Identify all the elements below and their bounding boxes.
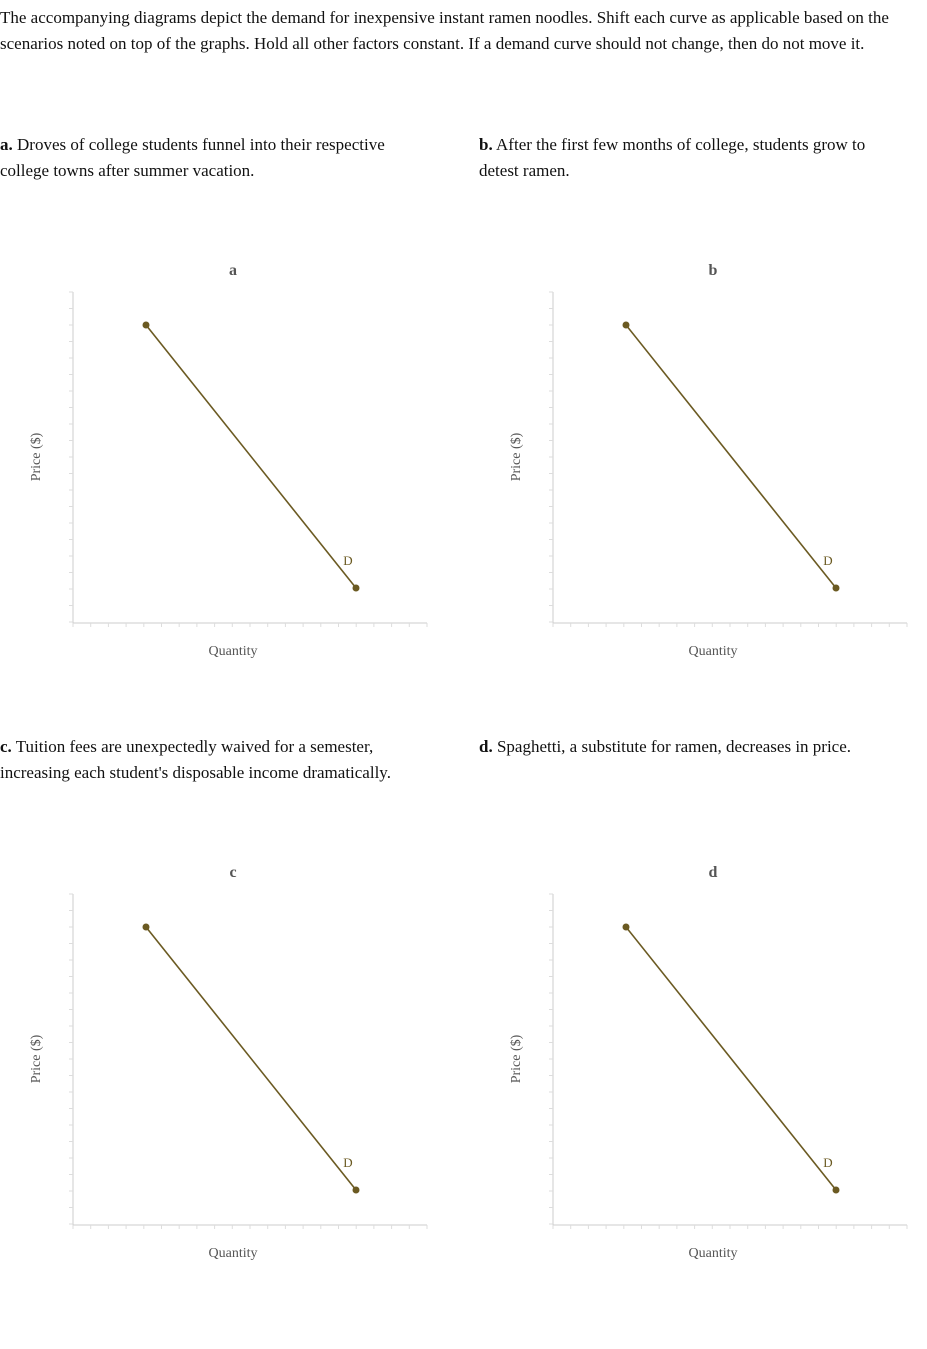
graph-title: b: [708, 262, 718, 279]
demand-curve-top-handle[interactable]: [623, 322, 630, 329]
graph-title: c: [229, 864, 237, 881]
y-axis-label: Price ($): [509, 432, 524, 482]
graph-svg: [20, 852, 460, 1272]
scenario-d-letter: d.: [479, 737, 493, 756]
scenario-b-text: After the first few months of college, students grow to detest ramen.: [479, 135, 866, 180]
y-axis-label: Price ($): [509, 1034, 524, 1084]
demand-curve[interactable]: [626, 927, 836, 1190]
demand-curve-label: D: [823, 1155, 833, 1170]
demand-curve-bottom-handle[interactable]: [833, 1187, 840, 1194]
graph-svg: [500, 852, 927, 1272]
graph-title: a: [229, 262, 237, 279]
y-axis-label: Price ($): [29, 432, 44, 482]
demand-curve-bottom-handle[interactable]: [833, 585, 840, 592]
graph-c: [20, 852, 460, 1272]
demand-curve[interactable]: [146, 927, 356, 1190]
demand-curve-bottom-handle[interactable]: [353, 585, 360, 592]
demand-curve-label: D: [823, 553, 833, 568]
demand-curve-top-handle[interactable]: [623, 924, 630, 931]
x-axis-label: Quantity: [688, 644, 738, 659]
demand-curve-top-handle[interactable]: [143, 924, 150, 931]
demand-curve-bottom-handle[interactable]: [353, 1187, 360, 1194]
instructions-text: The accompanying diagrams depict the demand for inexpensive instant ramen noodles. Shift each curve as applicable based on the scenarios noted on top of the graphs. Hold all other factors constant. If a demand curve should not change, then do not move it.: [0, 8, 889, 53]
scenario-b-letter: b.: [479, 135, 493, 154]
scenario-a-text: Droves of college students funnel into their respective college towns after summer vacation.: [0, 135, 385, 180]
graph-d: [500, 852, 927, 1272]
scenario-c: [0, 734, 430, 785]
demand-curve[interactable]: [626, 325, 836, 588]
demand-curve-label: D: [343, 1155, 353, 1170]
y-axis-label: Price ($): [29, 1034, 44, 1084]
demand-curve-top-handle[interactable]: [143, 322, 150, 329]
graph-title: d: [708, 864, 718, 881]
demand-curve[interactable]: [146, 325, 356, 588]
x-axis-label: Quantity: [688, 1246, 738, 1261]
scenario-d: [479, 734, 909, 760]
scenario-c-letter: c.: [0, 737, 12, 756]
scenario-a: [0, 132, 430, 183]
graph-svg: [20, 250, 460, 670]
graph-svg: [500, 250, 927, 670]
scenario-c-text: Tuition fees are unexpectedly waived for a semester, increasing each student's disposable income dramatically.: [0, 737, 391, 782]
x-axis-label: Quantity: [208, 644, 258, 659]
scenario-a-letter: a.: [0, 135, 13, 154]
graph-b: [500, 250, 927, 670]
x-axis-label: Quantity: [208, 1246, 258, 1261]
scenario-d-text: Spaghetti, a substitute for ramen, decreases in price.: [492, 737, 852, 756]
demand-curve-label: D: [343, 553, 353, 568]
scenario-b: [479, 132, 909, 183]
graph-a: [20, 250, 460, 670]
